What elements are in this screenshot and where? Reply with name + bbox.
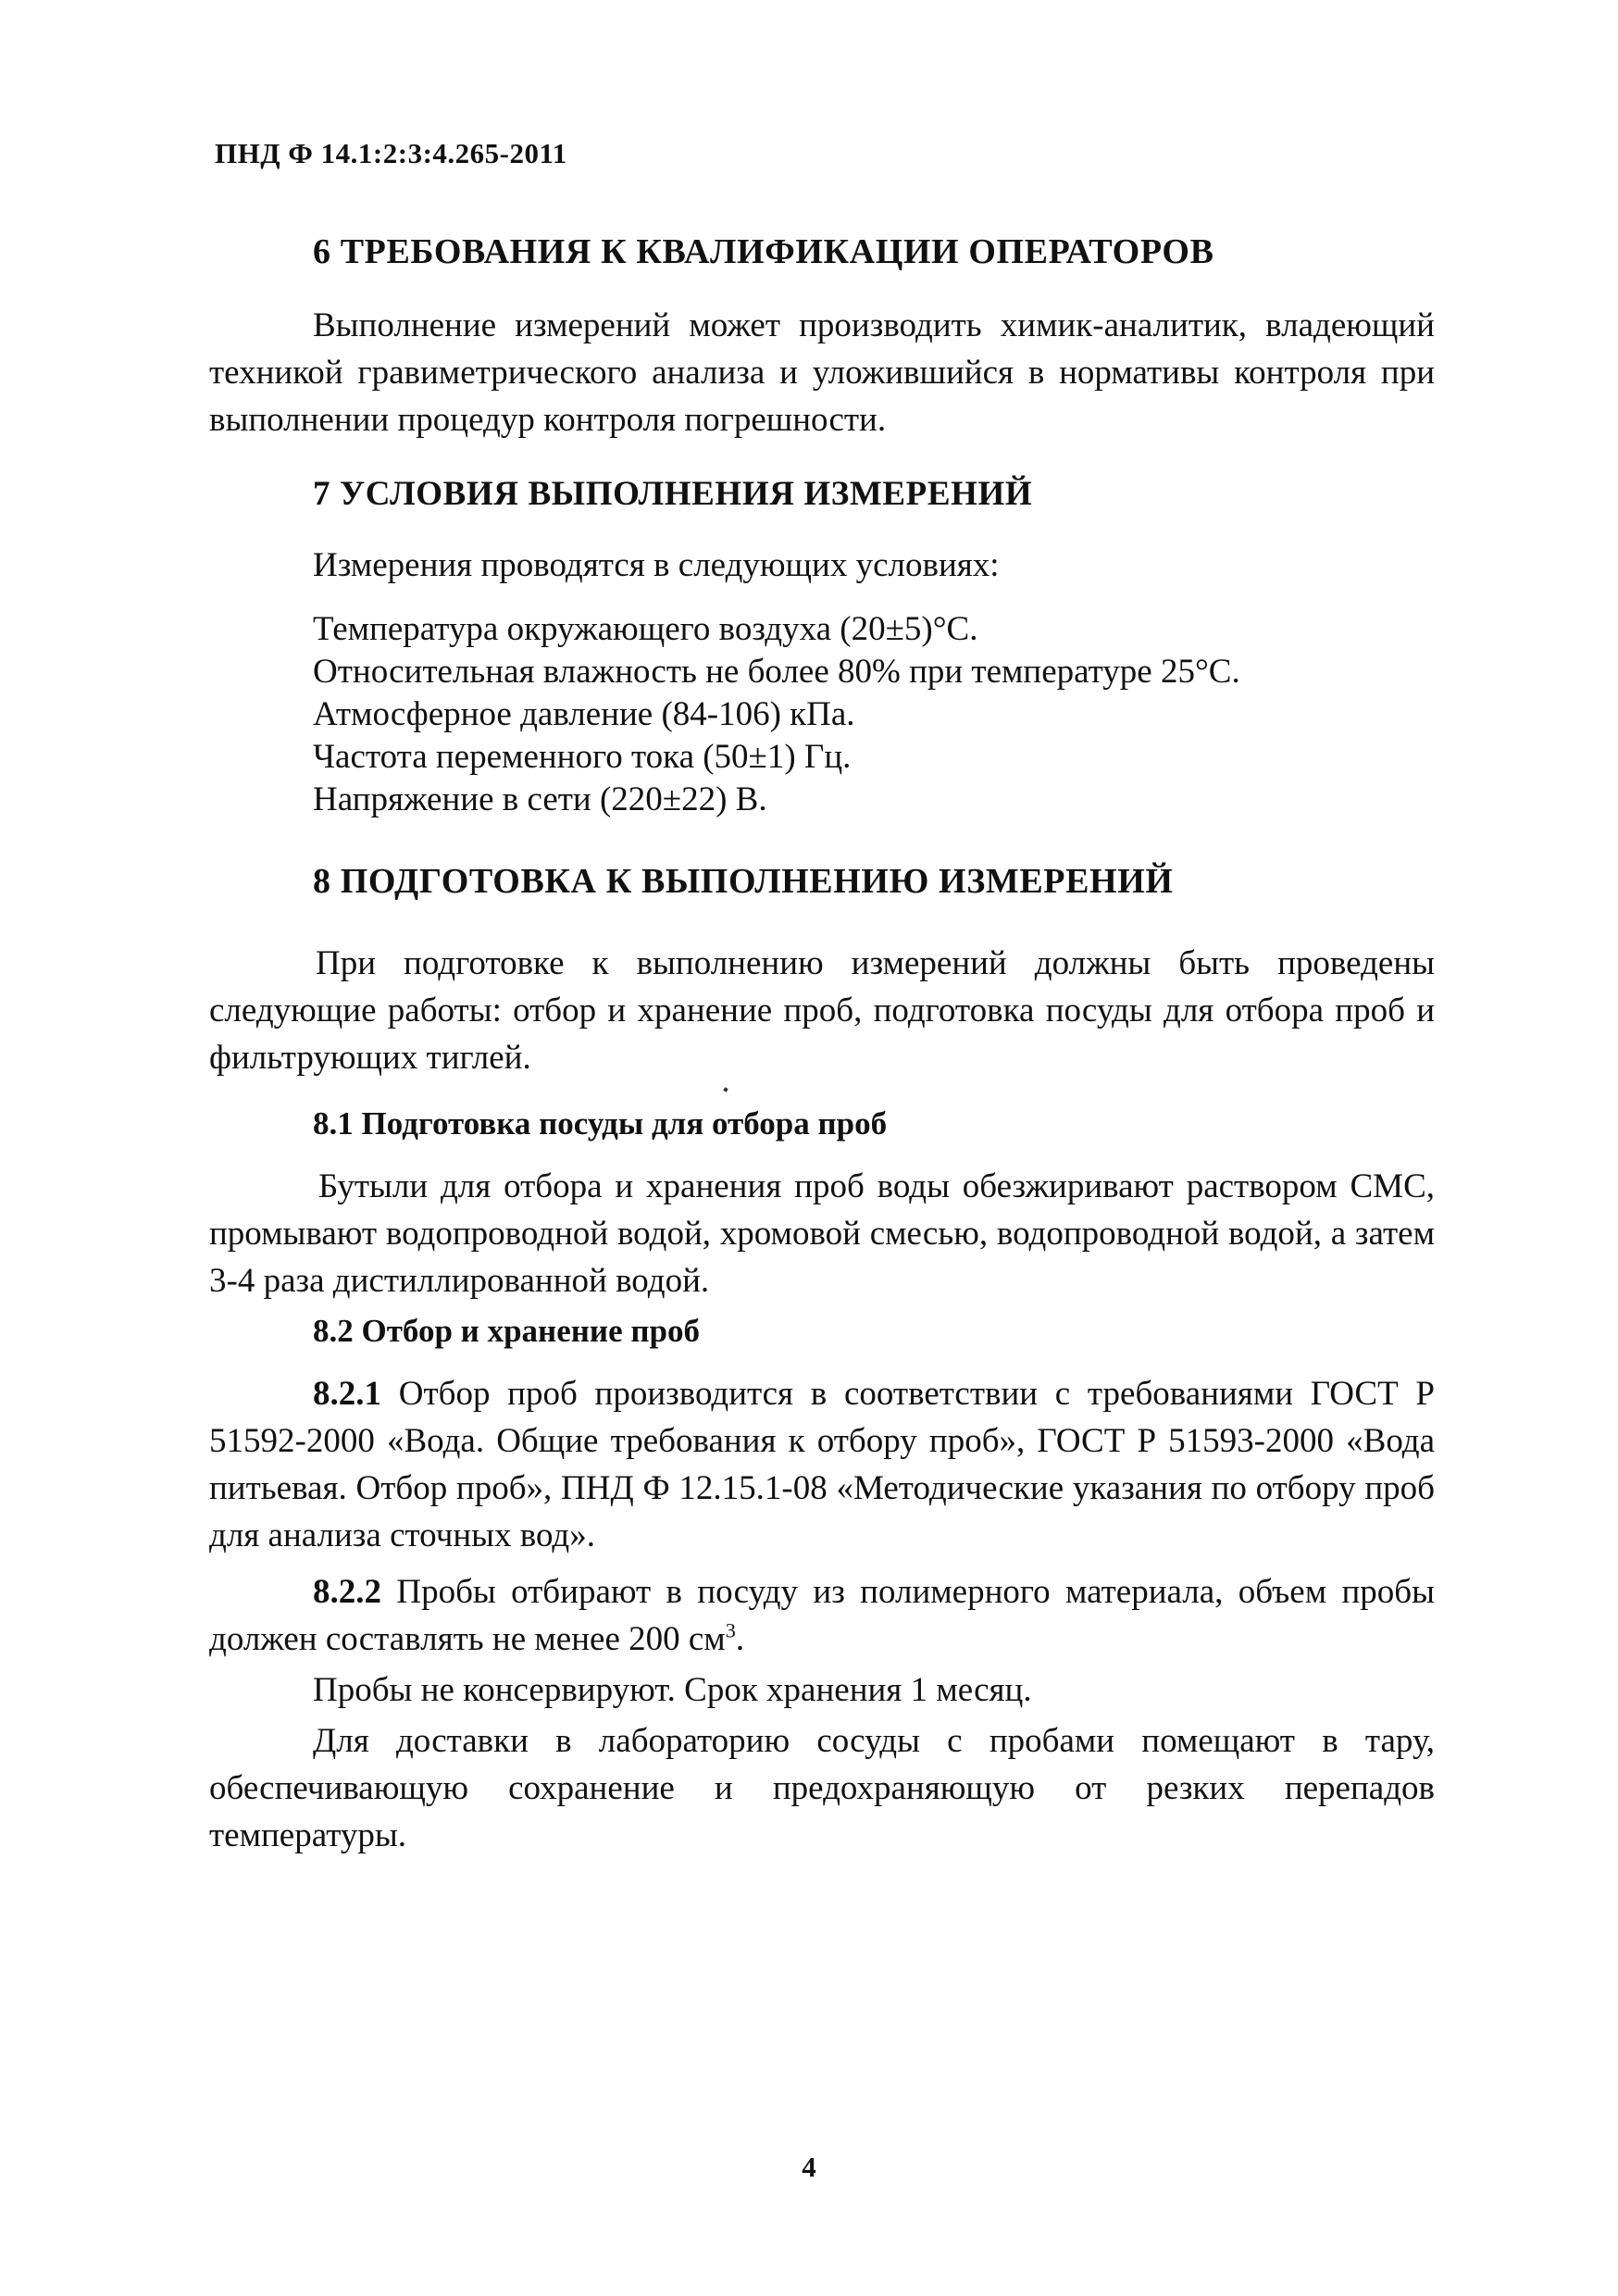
section-8-2-2-text bbox=[209, 1568, 1435, 1663]
clause-8-2-2-body: Пробы отбирают в посуду из полимерного материала, объем пробы должен составлять не менее 200 см bbox=[209, 1573, 1435, 1658]
section-7-intro: Измерения проводятся в следующих условиях: bbox=[313, 546, 1000, 584]
condition-pressure: Атмосферное давление (84-106) кПа. bbox=[313, 695, 855, 733]
condition-humidity: Относительная влажность не более 80% при температуре 25°С. bbox=[313, 653, 1240, 691]
section-8-title: 8 ПОДГОТОВКА К ВЫПОЛНЕНИЮ ИЗМЕРЕНИЙ bbox=[313, 862, 1174, 901]
section-8-2-title: 8.2 Отбор и хранение проб bbox=[313, 1313, 701, 1349]
delivery-note: Для доставки в лабораторию сосуды с пробами помещают в тару, обеспечивающую сохранение и предохраняющую от резких перепадов температуры. bbox=[209, 1722, 1435, 1854]
storage-note: Пробы не консервируют. Срок хранения 1 месяц. bbox=[313, 1671, 1032, 1709]
clause-number-8-2-2: 8.2.2 bbox=[313, 1573, 381, 1611]
section-8-text: При подготовке к выполнению измерений должны быть проведены следующие работы: отбор и хранение проб, подготовка посуды для отбора проб и фильтрующих тиглей. bbox=[209, 944, 1435, 1077]
superscript-cubed: 3 bbox=[725, 1618, 736, 1642]
condition-frequency: Частота переменного тока (50±1) Гц. bbox=[313, 738, 852, 776]
section-6-title: 6 ТРЕБОВАНИЯ К КВАЛИФИКАЦИИ ОПЕРАТОРОВ bbox=[313, 232, 1214, 271]
clause-8-2-1-body: Отбор проб производится в соответствии с требованиями ГОСТ Р 51592-2000 «Вода. Общие требования к отбору проб», ГОСТ Р 51593-2000 «Вода питьевая. Отбор проб», ПНД Ф 12.15.1-08 «Методические указания по отбору проб для анализа сточных вод». bbox=[209, 1375, 1435, 1554]
clause-number-8-2-1: 8.2.1 bbox=[313, 1375, 381, 1413]
section-8-1-text: Бутыли для отбора и хранения проб воды обезжиривают раствором СМС, промывают водопроводной водой, хромовой смесью, водопроводной водой, а затем 3-4 раза дистиллированной водой. bbox=[209, 1167, 1435, 1300]
clause-8-2-2-end: . bbox=[735, 1620, 745, 1658]
condition-temperature: Температура окружающего воздуха (20±5)°С. bbox=[313, 610, 978, 648]
condition-voltage: Напряжение в сети (220±22) В. bbox=[313, 780, 767, 818]
conditions-list bbox=[313, 608, 1240, 821]
scan-speck bbox=[723, 1087, 728, 1092]
section-6-text: Выполнение измерений может производить химик-аналитик, владеющий техникой гравиметрического анализа и уложившийся в нормативы контроля при выполнении процедур контроля погрешности. bbox=[209, 306, 1435, 439]
document-code: ПНД Ф 14.1:2:3:4.265-2011 bbox=[215, 137, 567, 169]
section-8-1-title: 8.1 Подготовка посуды для отбора проб bbox=[313, 1105, 888, 1142]
section-7-title: 7 УСЛОВИЯ ВЫПОЛНЕНИЯ ИЗМЕРЕНИЙ bbox=[313, 475, 1033, 513]
page-number: 4 bbox=[802, 2151, 816, 2183]
section-8-2-1-text bbox=[209, 1370, 1435, 1559]
